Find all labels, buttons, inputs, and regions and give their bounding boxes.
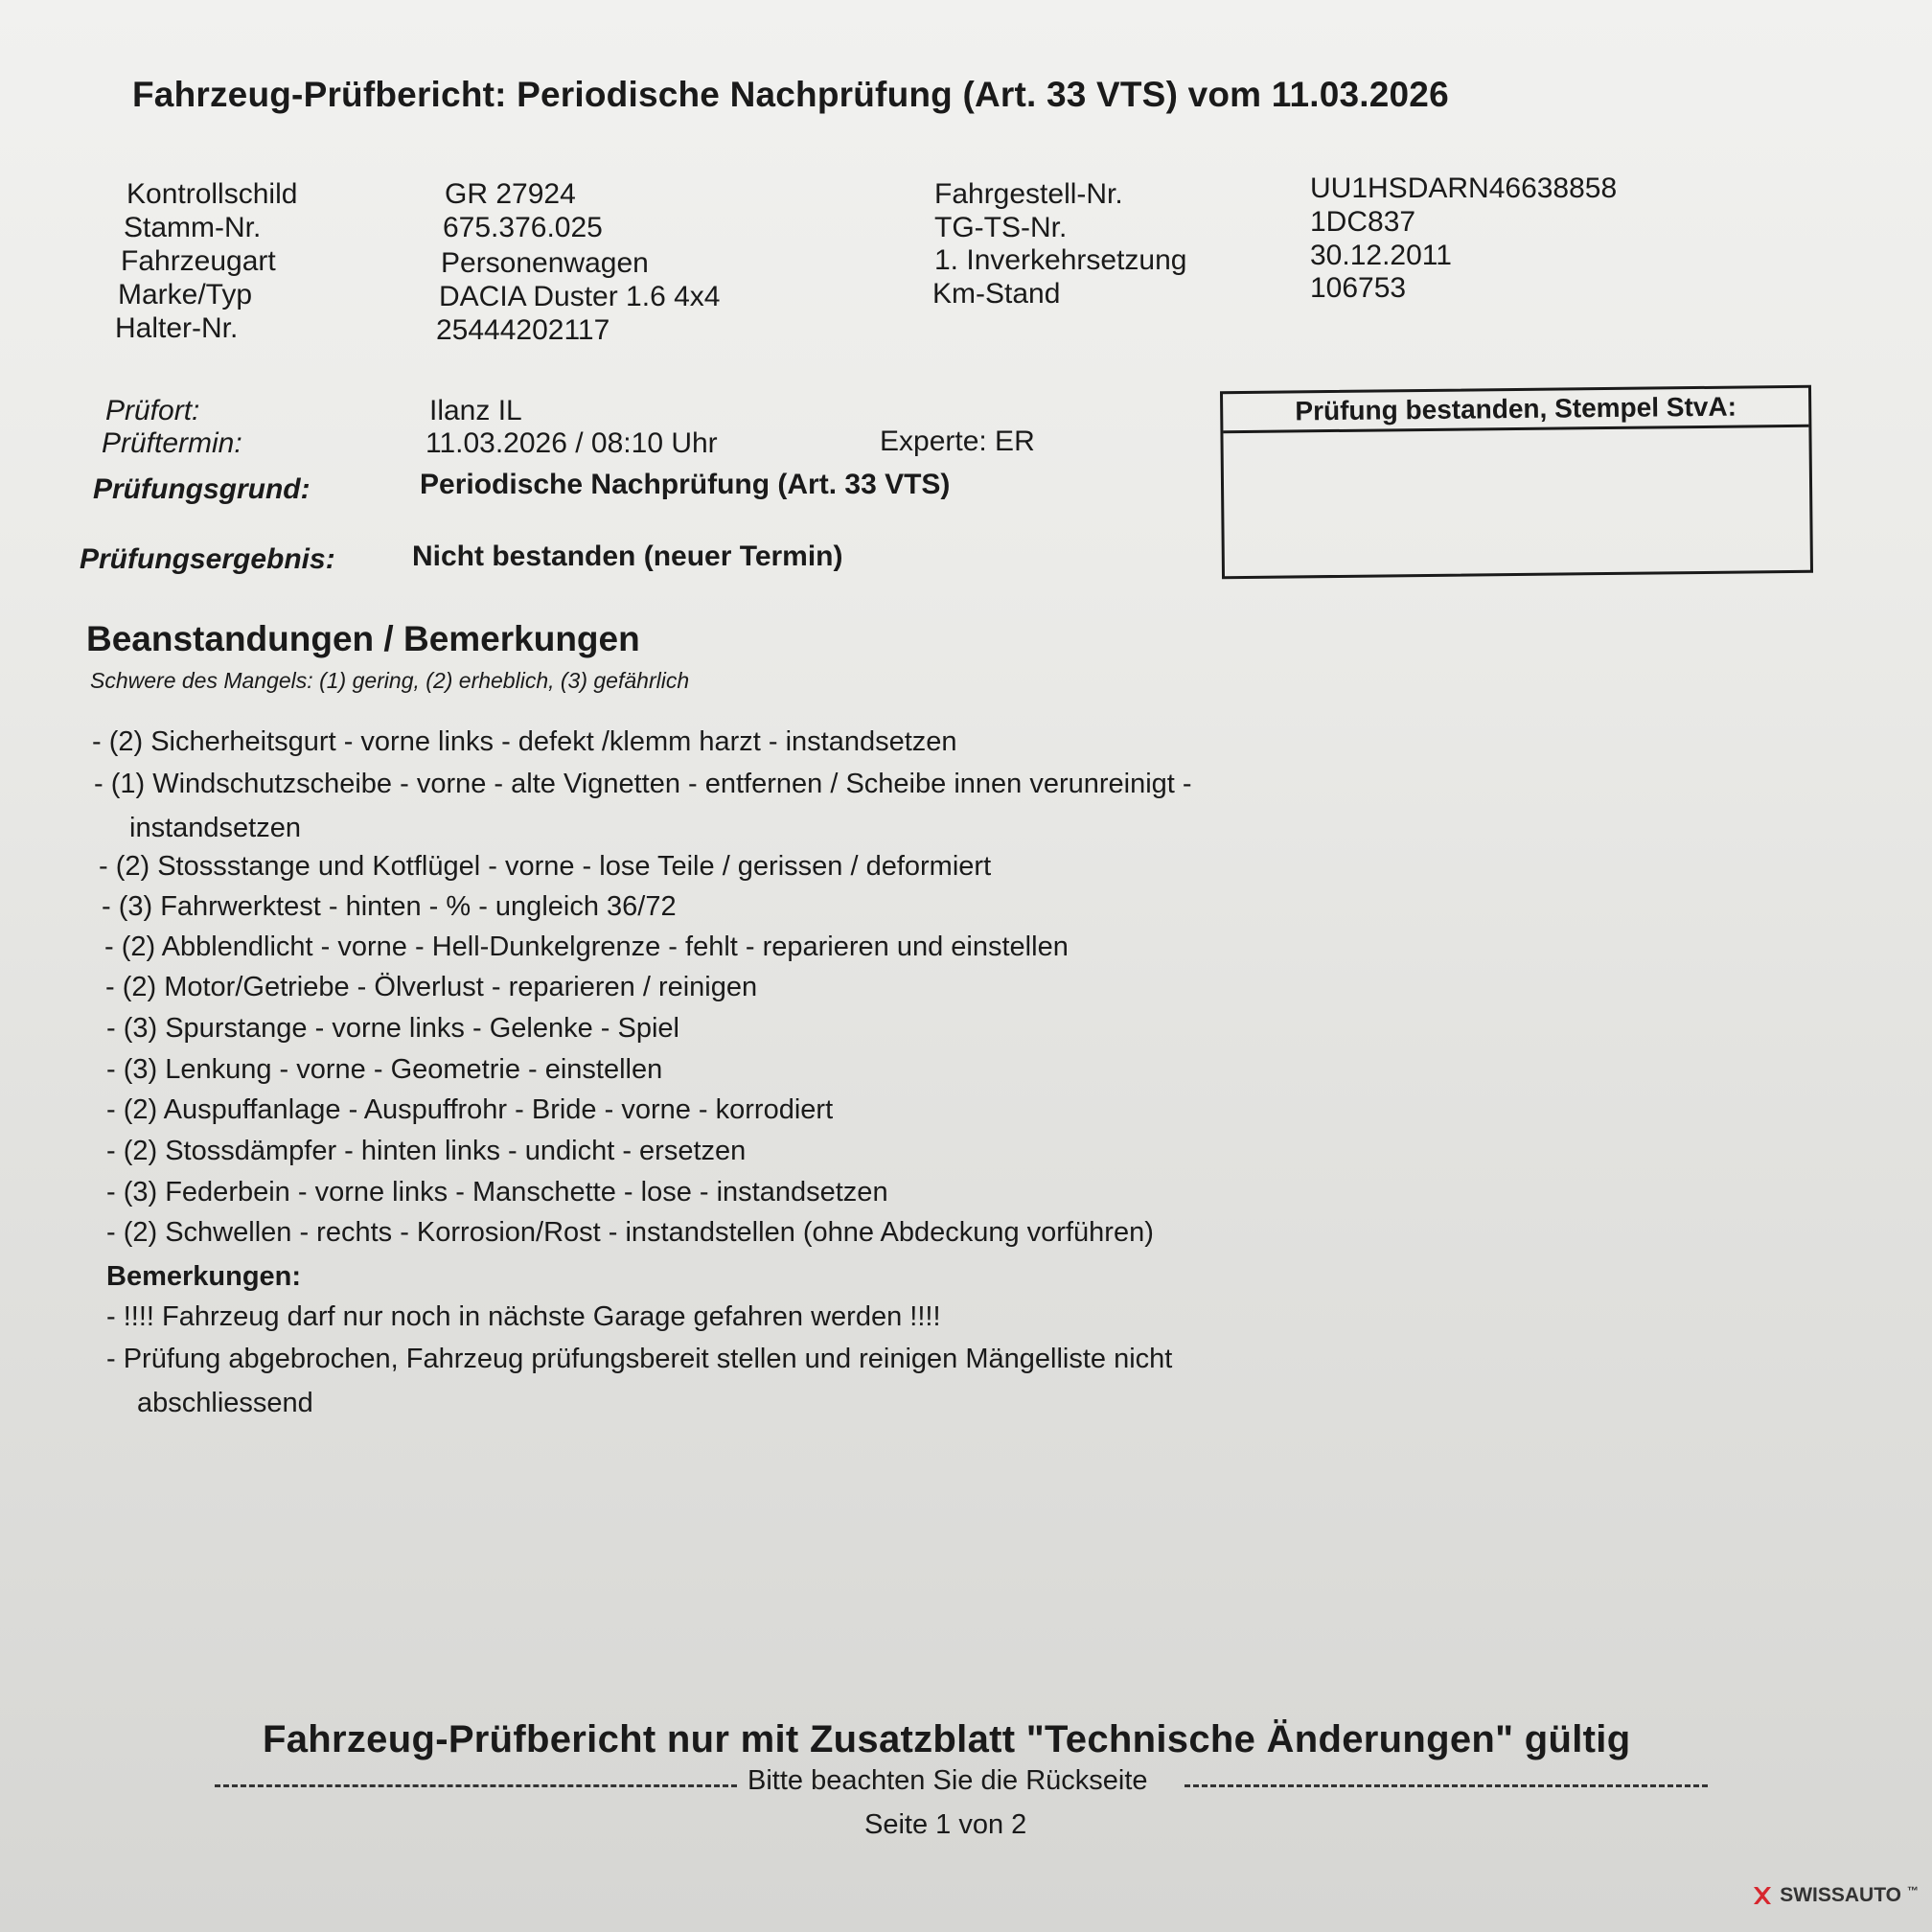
- label-prueftermin: Prüftermin:: [102, 427, 242, 459]
- remark-item-continuation: abschliessend: [137, 1388, 313, 1418]
- value-pruefungsergebnis: Nicht bestanden (neuer Termin): [412, 540, 843, 572]
- value-marke-typ: DACIA Duster 1.6 4x4: [439, 281, 721, 312]
- swissauto-x-icon: [1751, 1884, 1774, 1907]
- defect-item: - (3) Spurstange - vorne links - Gelenke - Spiel: [106, 1013, 679, 1044]
- swissauto-logo: [1751, 1884, 1919, 1907]
- label-pruefungsgrund: Prüfungsgrund:: [93, 473, 310, 505]
- value-prueftermin: 11.03.2026 / 08:10 Uhr: [426, 427, 718, 459]
- label-pruefort: Prüfort:: [105, 395, 200, 426]
- stamp-header: Prüfung bestanden, Stempel StvA:: [1223, 388, 1808, 433]
- value-pruefungsgrund: Periodische Nachprüfung (Art. 33 VTS): [420, 469, 951, 500]
- value-halter-nr: 25444202117: [436, 314, 610, 346]
- label-kontrollschild: Kontrollschild: [126, 178, 298, 210]
- value-tg-ts-nr: 1DC837: [1310, 206, 1416, 238]
- defect-item: - (2) Sicherheitsgurt - vorne links - defekt /klemm harzt - instandsetzen: [92, 726, 957, 757]
- defects-title: Beanstandungen / Bemerkungen: [86, 619, 640, 658]
- label-fahrgestell-nr: Fahrgestell-Nr.: [934, 178, 1123, 210]
- footer-reverse-side-line: [215, 1765, 1708, 1802]
- logo-tm: ™: [1907, 1884, 1919, 1898]
- defect-item: - (2) Abblendlicht - vorne - Hell-Dunkelgrenze - fehlt - reparieren und einstellen: [104, 932, 1069, 962]
- label-tg-ts-nr: TG-TS-Nr.: [934, 212, 1068, 243]
- footer-validity-note: Fahrzeug-Prüfbericht nur mit Zusatzblatt "Technische Änderungen" gültig: [263, 1718, 1631, 1760]
- label-fahrzeugart: Fahrzeugart: [121, 245, 276, 277]
- value-kontrollschild: GR 27924: [445, 178, 576, 210]
- value-pruefort: Ilanz IL: [429, 395, 522, 426]
- value-km-stand: 106753: [1310, 272, 1407, 304]
- label-halter-nr: Halter-Nr.: [115, 312, 239, 344]
- label-marke-typ: Marke/Typ: [118, 279, 253, 310]
- defect-item: - (2) Stossstange und Kotflügel - vorne - lose Teile / gerissen / deformiert: [99, 851, 992, 882]
- defect-item: - (2) Schwellen - rechts - Korrosion/Rost - instandstellen (ohne Abdeckung vorführen): [106, 1217, 1154, 1248]
- remarks-title: Bemerkungen:: [106, 1261, 302, 1292]
- remark-item: - Prüfung abgebrochen, Fahrzeug prüfungsbereit stellen und reinigen Mängelliste nicht: [106, 1344, 1173, 1374]
- value-experte: Experte: ER: [880, 426, 1035, 457]
- label-pruefungsergebnis: Prüfungsergebnis:: [80, 543, 335, 575]
- defect-item: - (3) Federbein - vorne links - Manschette - lose - instandsetzen: [106, 1177, 888, 1208]
- stamp-box: [1220, 385, 1813, 579]
- defect-item: - (3) Fahrwerktest - hinten - % - ungleich 36/72: [102, 891, 677, 922]
- label-km-stand: Km-Stand: [932, 278, 1061, 310]
- remark-item: - !!!! Fahrzeug darf nur noch in nächste Garage gefahren werden !!!!: [106, 1301, 941, 1332]
- defect-item: - (3) Lenkung - vorne - Geometrie - einstellen: [106, 1054, 663, 1085]
- value-fahrgestell-nr: UU1HSDARN46638858: [1310, 172, 1618, 204]
- value-inverkehrsetzung: 30.12.2011: [1310, 240, 1452, 271]
- dashed-divider: [1184, 1784, 1708, 1787]
- page-number: Seite 1 von 2: [864, 1809, 1027, 1840]
- defect-item-continuation: instandsetzen: [129, 813, 301, 843]
- footer-reverse-note: Bitte beachten Sie die Rückseite: [748, 1765, 1148, 1796]
- dashed-divider: [215, 1784, 737, 1787]
- label-inverkehrsetzung: 1. Inverkehrsetzung: [934, 244, 1187, 276]
- value-fahrzeugart: Personenwagen: [441, 247, 649, 279]
- defect-item: - (2) Stossdämpfer - hinten links - undicht - ersetzen: [106, 1136, 747, 1166]
- defect-item: - (1) Windschutzscheibe - vorne - alte Vignetten - entfernen / Scheibe innen verunreinigt -: [94, 769, 1192, 799]
- severity-legend: Schwere des Mangels: (1) gering, (2) erheblich, (3) gefährlich: [90, 668, 690, 693]
- report-title: Fahrzeug-Prüfbericht: Periodische Nachprüfung (Art. 33 VTS) vom 11.03.2026: [132, 75, 1449, 114]
- logo-text: SWISSAUTO: [1780, 1884, 1901, 1906]
- label-stamm-nr: Stamm-Nr.: [124, 212, 262, 243]
- defect-item: - (2) Motor/Getriebe - Ölverlust - reparieren / reinigen: [105, 972, 758, 1002]
- defect-item: - (2) Auspuffanlage - Auspuffrohr - Bride - vorne - korrodiert: [106, 1094, 834, 1125]
- value-stamm-nr: 675.376.025: [443, 212, 603, 243]
